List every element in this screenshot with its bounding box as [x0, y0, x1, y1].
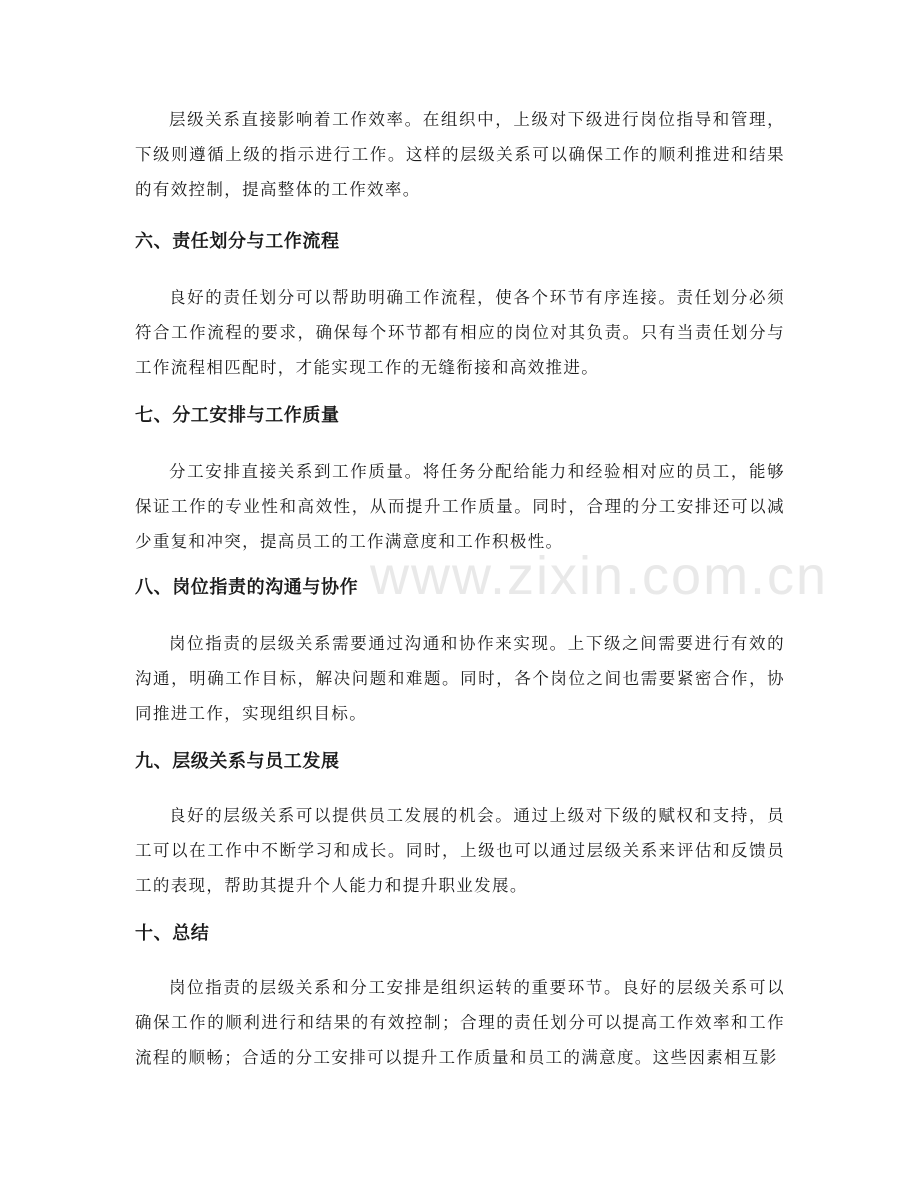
section-6-heading: 六、责任划分与工作流程	[135, 231, 340, 252]
section-9-heading: 九、层级关系与员工发展	[135, 751, 340, 772]
section-10-paragraph: 岗位指责的层级关系和分工安排是组织运转的重要环节。良好的层级关系可以确保工作的顺利进行和结果的有效控制；合理的责任划分可以提高工作效率和工作流程的顺畅；合适的分工安排可以提升工作质量和员工的满意度。这些因素相互影	[135, 978, 785, 1067]
section-8-paragraph: 岗位指责的层级关系需要通过沟通和协作来实现。上下级之间需要进行有效的沟通，明确工作目标，解决问题和难题。同时，各个岗位之间也需要紧密合作，协同推进工作，实现组织目标。	[135, 634, 785, 723]
section-7-heading: 七、分工安排与工作质量	[135, 405, 340, 426]
section-7-paragraph: 分工安排直接关系到工作质量。将任务分配给能力和经验相对应的员工，能够保证工作的专业性和高效性，从而提升工作质量。同时，合理的分工安排还可以减少重复和冲突，提高员工的工作满意度和工作积极性。	[135, 462, 785, 551]
section-8-heading: 八、岗位指责的沟通与协作	[135, 577, 359, 598]
section-6-paragraph: 良好的责任划分可以帮助明确工作流程，使各个环节有序连接。责任划分必须符合工作流程的要求，确保每个环节都有相应的岗位对其负责。只有当责任划分与工作流程相匹配时，才能实现工作的无缝衔接和高效推进。	[135, 288, 785, 377]
section-9-paragraph: 良好的层级关系可以提供员工发展的机会。通过上级对下级的赋权和支持，员工可以在工作中不断学习和成长。同时，上级也可以通过层级关系来评估和反馈员工的表现，帮助其提升个人能力和提升职业发展。	[135, 806, 785, 895]
watermark: www.zixin.com.cn	[370, 546, 829, 606]
section-10-heading: 十、总结	[135, 923, 210, 944]
intro-paragraph: 层级关系直接影响着工作效率。在组织中，上级对下级进行岗位指导和管理，下级则遵循上级的指示进行工作。这样的层级关系可以确保工作的顺利推进和结果的有效控制，提高整体的工作效率。	[135, 110, 785, 199]
